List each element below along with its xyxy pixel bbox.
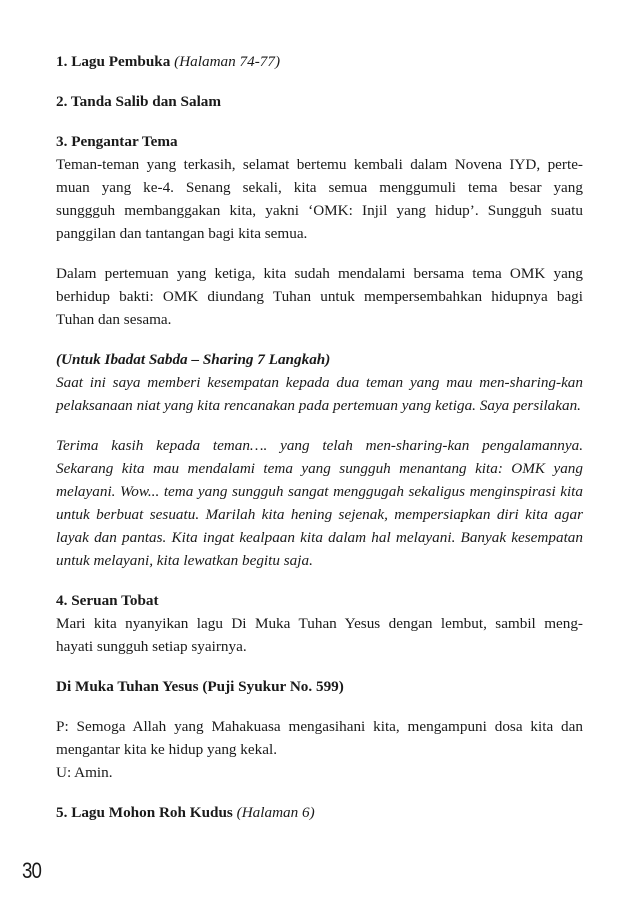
paragraph-line: Teman-teman yang terkasih, selamat bertemu kembali dalam Novena IYD, perte- [56, 156, 583, 173]
prayer-block [56, 715, 583, 784]
paragraph-line: melayani. Wow... tema yang sungguh sangat menggugah sekaligus menginspirasi kita [56, 483, 583, 500]
paragraph-line: panggilan dan tantangan bagi kita semua. [56, 225, 308, 242]
paragraph-line: pelaksanaan niat yang kita rencanakan pada pertemuan yang ketiga. Saya persilakan. [56, 397, 581, 414]
paragraph-line: hayati sungguh setiap syairnya. [56, 638, 247, 655]
section-5 [56, 801, 583, 824]
prayer-response: U: Amin. [56, 764, 113, 781]
section-3-title: 3. Pengantar Tema [56, 133, 178, 150]
paragraph-line: Saat ini saya memberi kesempatan kepada dua teman yang mau men-sharing-kan [56, 374, 583, 391]
section-4-title: 4. Seruan Tobat [56, 592, 159, 609]
paragraph-line: untuk berbuat sesuatu. Marilah kita hening sejenak, mempersiapkan diri kita agar [56, 506, 583, 523]
section-3-paragraph-2 [56, 262, 583, 331]
section-3-intro [56, 130, 583, 245]
document-page [56, 50, 583, 841]
section-1-page-ref: (Halaman 74-77) [174, 53, 281, 70]
paragraph-line: Terima kasih kepada teman…. yang telah men-sharing-kan pengalamannya. [56, 437, 583, 454]
page-number: 30 [22, 858, 42, 883]
section-2 [56, 90, 583, 113]
section-5-page-ref: (Halaman 6) [236, 804, 315, 821]
paragraph-line: Dalam pertemuan yang ketiga, kita sudah mendalami bersama tema OMK yang [56, 265, 583, 282]
paragraph-line: sunggguh membanggakan kita, yakni ‘OMK: Injil yang hidup’. Sungguh suatu [56, 202, 583, 219]
section-4 [56, 589, 583, 658]
section-1-heading [56, 50, 583, 73]
section-5-title: 5. Lagu Mohon Roh Kudus [56, 804, 233, 821]
song-block [56, 675, 583, 698]
paragraph-line: Sekarang kita mau mendalami tema yang sungguh menantang kita: OMK yang [56, 460, 583, 477]
sharing-title: (Untuk Ibadat Sabda – Sharing 7 Langkah) [56, 351, 331, 368]
paragraph-line: mengantar kita ke hidup yang kekal. [56, 741, 277, 758]
section-2-title: 2. Tanda Salib dan Salam [56, 93, 222, 110]
paragraph-line: untuk melayani, kita lewatkan begitu saja. [56, 552, 313, 569]
sharing-block [56, 348, 583, 417]
paragraph-line: muan yang ke-4. Senang sekali, kita semua menggumuli tema besar yang [56, 179, 583, 196]
paragraph-line: Tuhan dan sesama. [56, 311, 172, 328]
section-5-heading [56, 801, 583, 824]
section-1 [56, 50, 583, 73]
paragraph-line: layak dan pantas. Kita ingat kealpaan kita dalam hal melayani. Banyak kesempatan [56, 529, 583, 546]
song-title: Di Muka Tuhan Yesus (Puji Syukur No. 599) [56, 678, 344, 695]
paragraph-line: Mari kita nyanyikan lagu Di Muka Tuhan Yesus dengan lembut, sambil meng- [56, 615, 583, 632]
sharing-paragraph-2 [56, 434, 583, 572]
paragraph-line: P: Semoga Allah yang Mahakuasa mengasihani kita, mengampuni dosa kita dan [56, 718, 583, 735]
section-1-title: 1. Lagu Pembuka [56, 53, 171, 70]
paragraph-line: berhidup bakti: OMK diundang Tuhan untuk mempersembahkan hidupnya bagi [56, 288, 583, 305]
